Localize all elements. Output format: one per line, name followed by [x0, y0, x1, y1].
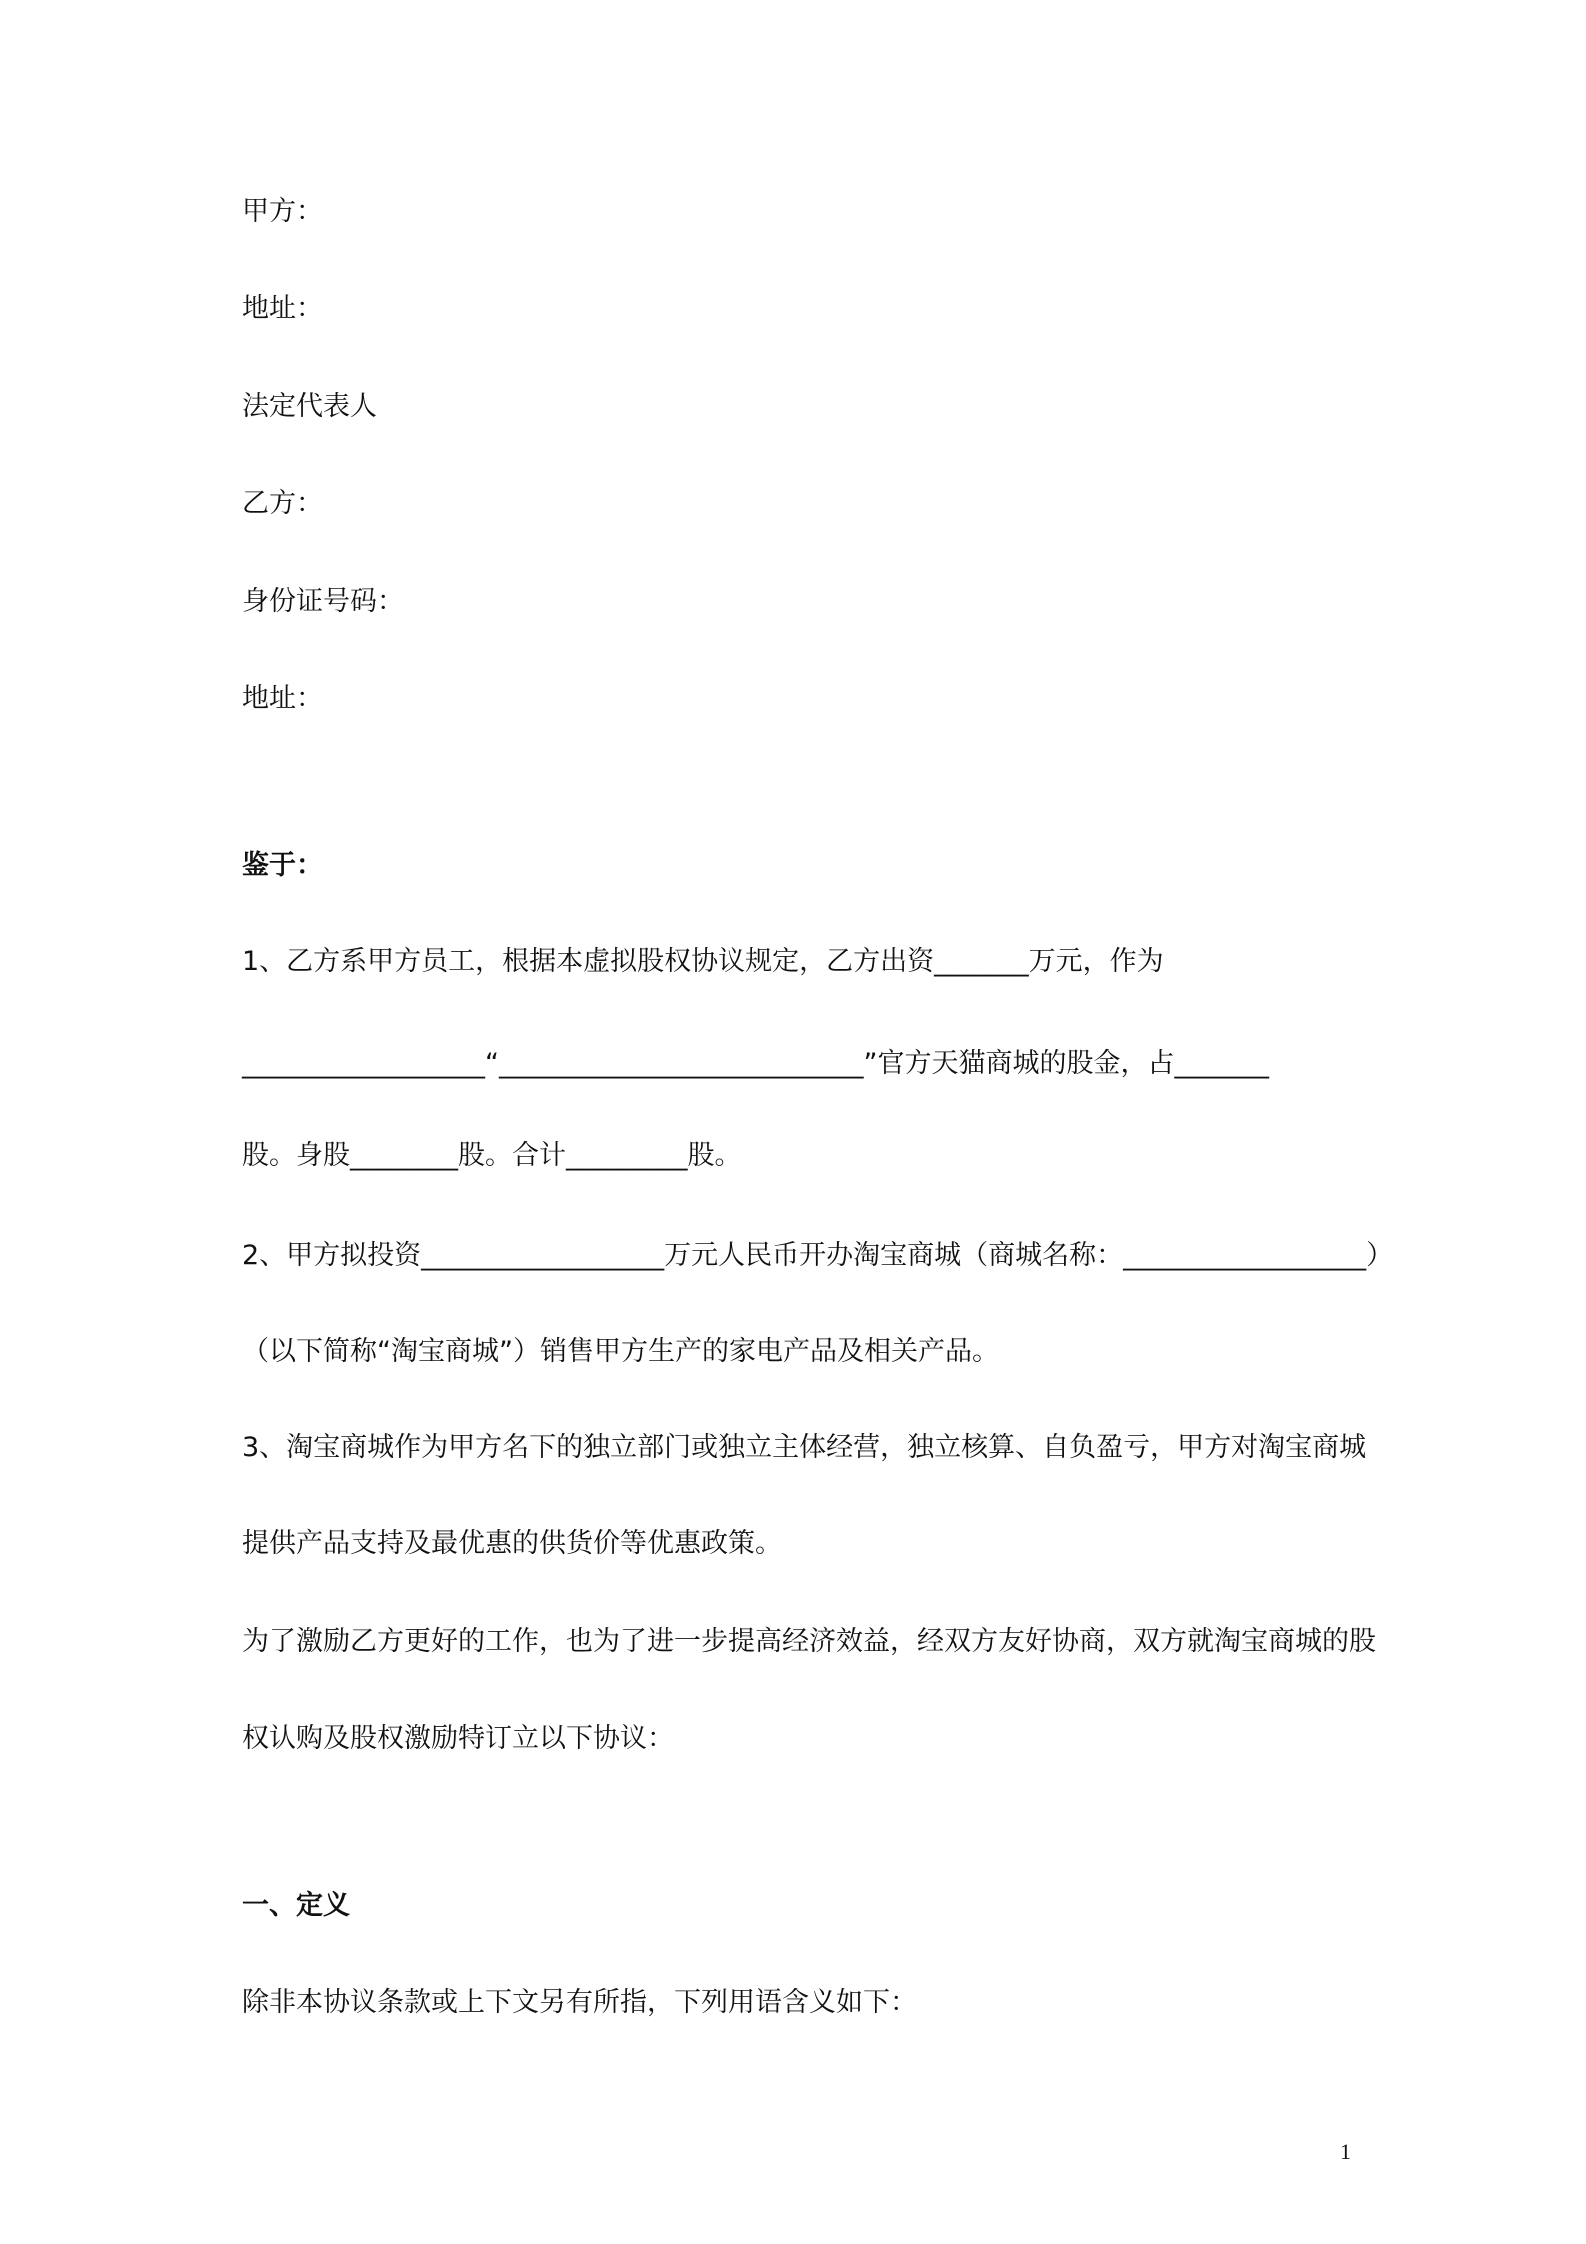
purpose-paragraph-line-1: 为了激励乙方更好的工作，也为了进一步提高经济效益，经双方友好协商，双方就淘宝商城的股 — [242, 1626, 1376, 1657]
whereas-item-1-line-2: __________________“___________________________”官方天猫商城的股金，占_______ — [242, 1048, 1269, 1079]
party-a-address-label: 地址： — [242, 293, 323, 324]
whereas-item-1-line-1: 1、乙方系甲方员工，根据本虚拟股权协议规定，乙方出资_______万元，作为 — [242, 946, 1164, 977]
legal-representative-label: 法定代表人 — [242, 391, 377, 422]
page-number: 1 — [1340, 2139, 1351, 2164]
party-b-label: 乙方： — [242, 488, 323, 519]
whereas-item-2-line-2: （以下简称“淘宝商城”）销售甲方生产的家电产品及相关产品。 — [242, 1336, 999, 1367]
section-1-intro: 除非本协议条款或上下文另有所指，下列用语含义如下： — [242, 1987, 917, 2018]
whereas-item-2-line-1: 2、甲方拟投资__________________万元人民币开办淘宝商城（商城名称：__________________） — [242, 1240, 1394, 1271]
party-a-label: 甲方： — [242, 196, 323, 227]
whereas-item-3-line-2: 提供产品支持及最优惠的供货价等优惠政策。 — [242, 1528, 782, 1559]
party-b-id-number-label: 身份证号码： — [242, 586, 404, 617]
whereas-heading: 鉴于： — [242, 850, 323, 881]
purpose-paragraph-line-2: 权认购及股权激励特订立以下协议： — [242, 1723, 674, 1754]
party-b-address-label: 地址： — [242, 683, 323, 714]
whereas-item-3-line-1: 3、淘宝商城作为甲方名下的独立部门或独立主体经营，独立核算、自负盈亏，甲方对淘宝商城 — [242, 1432, 1367, 1463]
whereas-item-1-line-3: 股。身股________股。合计_________股。 — [242, 1140, 742, 1171]
section-1-heading: 一、定义 — [242, 1890, 350, 1921]
